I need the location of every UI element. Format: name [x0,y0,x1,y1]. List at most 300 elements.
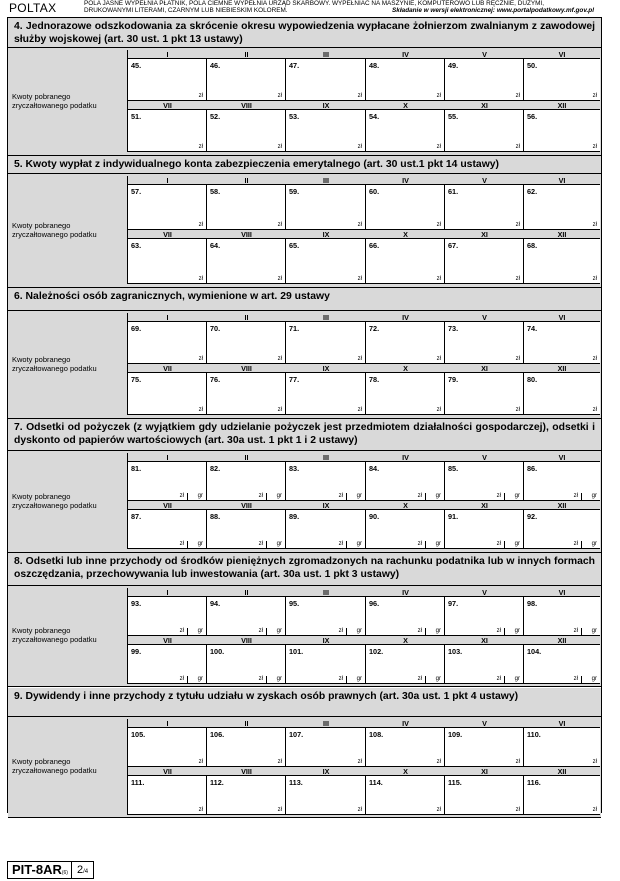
decimal-separator [346,676,347,683]
field-number: 78. [369,375,380,384]
column-header: VI [524,176,600,185]
amount-field[interactable] [207,110,286,152]
amount-field[interactable] [445,597,524,636]
amount-field[interactable] [524,645,600,684]
amount-field[interactable] [286,59,366,101]
currency-label: zł [258,628,263,634]
section-7 [8,419,601,552]
currency-label: zł [198,144,203,150]
amount-field[interactable] [366,59,445,101]
section-title: 9. Dywidendy i inne przychody z tytułu udziału w zyskach osób prawnych (art. 30a ust. 1 pkt 4 ustawy) [8,688,601,717]
amount-field[interactable] [366,185,445,230]
column-header: XI [445,101,524,110]
amount-field[interactable] [286,776,366,815]
amount-field[interactable] [128,110,207,152]
field-number: 89. [289,512,300,521]
currency-label: zł [573,493,578,499]
column-header: I [128,313,207,322]
field-number: 65. [289,241,300,250]
field-number: 58. [210,187,221,196]
currency-label: zł [515,356,520,362]
currency-label: zł [496,493,501,499]
currency-label: zł [277,807,282,813]
amount-field[interactable] [524,462,600,501]
amount-field[interactable] [128,185,207,230]
grosze-label: gr [276,541,282,547]
field-number: 61. [448,187,459,196]
grosze-label: gr [197,541,203,547]
form-code: PIT-8AR [12,862,62,877]
currency-label: zł [436,356,441,362]
column-header: XII [524,636,600,645]
field-number: 105. [131,730,146,739]
grosze-label: gr [356,493,362,499]
section-body [8,717,601,818]
currency-label: zł [592,759,597,765]
currency-label: zł [277,93,282,99]
column-header: I [128,50,207,59]
column-header: X [366,767,445,776]
currency-label: zł [496,628,501,634]
field-number: 82. [210,464,221,473]
amount-field[interactable] [286,645,366,684]
grosze-label: gr [591,628,597,634]
grosze-label: gr [435,493,441,499]
field-number: 92. [527,512,538,521]
field-number: 66. [369,241,380,250]
decimal-separator [504,676,505,683]
field-number: 109. [448,730,463,739]
currency-label: zł [258,541,263,547]
decimal-separator [504,541,505,548]
section-6 [8,288,601,418]
field-number: 108. [369,730,384,739]
amount-field[interactable] [524,322,600,364]
amount-field[interactable] [524,597,600,636]
section-5 [8,156,601,287]
column-header: III [286,719,366,728]
currency-label: zł [592,807,597,813]
brand-logo: POLTAX [9,1,57,15]
decimal-separator [425,493,426,500]
currency-label: zł [436,407,441,413]
amount-field[interactable] [445,510,524,549]
field-number: 95. [289,599,300,608]
section-body [8,311,601,419]
amount-field[interactable] [128,462,207,501]
row-label: Kwoty pobranego zryczałtowanego podatku [12,626,97,644]
currency-label: zł [417,676,422,682]
section-title: 8. Odsetki lub inne przychody od środków pieniężnych zgromadzonych na rachunku podatnika lub w innych formach oszczędzania, przechowywania lub inwestowania (art. 30a ust. 1 pkt 3 ustawy) [8,553,601,586]
grosze-label: gr [197,493,203,499]
form-version: (6) [61,870,68,876]
currency-label: zł [179,541,184,547]
form-footer [7,861,94,879]
field-number: 71. [289,324,300,333]
amount-field[interactable] [128,322,207,364]
column-header: IX [286,364,366,373]
amount-field[interactable] [286,728,366,767]
currency-label: zł [198,356,203,362]
currency-label: zł [436,222,441,228]
currency-label: zł [417,493,422,499]
column-header: VI [524,453,600,462]
amount-field[interactable] [207,239,286,284]
currency-label: zł [277,407,282,413]
column-header: IV [366,313,445,322]
currency-label: zł [592,144,597,150]
column-header: IX [286,636,366,645]
row-label: Kwoty pobranego zryczałtowanego podatku [12,492,97,510]
field-number: 90. [369,512,380,521]
amount-field[interactable] [207,462,286,501]
field-number: 98. [527,599,538,608]
field-number: 72. [369,324,380,333]
field-number: 88. [210,512,221,521]
field-number: 96. [369,599,380,608]
field-number: 45. [131,61,142,70]
column-header: V [445,588,524,597]
currency-label: zł [198,276,203,282]
grosze-label: gr [356,628,362,634]
amount-field[interactable] [445,462,524,501]
row-label: Kwoty pobranego zryczałtowanego podatku [12,92,97,110]
decimal-separator [425,676,426,683]
amount-field[interactable] [445,239,524,284]
field-number: 87. [131,512,142,521]
field-number: 115. [448,778,462,787]
field-number: 80. [527,375,538,384]
currency-label: zł [417,541,422,547]
column-header: XII [524,767,600,776]
field-number: 51. [131,112,142,121]
decimal-separator [187,628,188,635]
section-title: 4. Jednorazowe odszkodowania za skrócenie okresu wypowiedzenia wypłacane żołnierzom zwalnianym z zawodowej służby wojskowej (art. 30 ust. 1 pkt 13 ustawy) [8,18,601,48]
column-header: III [286,453,366,462]
page-current: 2 [76,864,84,876]
currency-label: zł [592,407,597,413]
amount-field[interactable] [524,728,600,767]
amount-field[interactable] [286,597,366,636]
grosze-label: gr [197,676,203,682]
grosze-label: gr [591,541,597,547]
amount-field[interactable] [286,185,366,230]
page-header [0,0,620,18]
field-number: 101. [289,647,304,656]
amount-field[interactable] [128,239,207,284]
decimal-separator [187,676,188,683]
currency-label: zł [357,222,362,228]
amount-field[interactable] [524,110,600,152]
amount-field[interactable] [366,110,445,152]
column-header: III [286,313,366,322]
amount-field[interactable] [128,373,207,415]
field-number: 77. [289,375,300,384]
field-number: 83. [289,464,300,473]
amount-field[interactable] [207,59,286,101]
column-header: IX [286,767,366,776]
field-number: 103. [448,647,463,656]
form-id [8,862,72,878]
row-label: Kwoty pobranego zryczałtowanego podatku [12,221,97,239]
amount-field[interactable] [524,373,600,415]
currency-label: zł [357,407,362,413]
decimal-separator [581,541,582,548]
field-number: 84. [369,464,380,473]
amount-field[interactable] [366,645,445,684]
decimal-separator [346,493,347,500]
field-number: 62. [527,187,538,196]
column-header: VIII [207,636,286,645]
page-number [72,862,93,878]
column-header: III [286,50,366,59]
currency-label: zł [338,493,343,499]
amount-field[interactable] [207,185,286,230]
column-header: XI [445,230,524,239]
field-number: 68. [527,241,538,250]
column-header: V [445,453,524,462]
decimal-separator [504,493,505,500]
column-header: V [445,50,524,59]
grosze-label: gr [514,493,520,499]
column-header: VIII [207,101,286,110]
column-header: IV [366,176,445,185]
section-title: 6. Należności osób zagranicznych, wymienione w art. 29 ustawy [8,288,601,311]
amount-field[interactable] [366,373,445,415]
currency-label: zł [198,93,203,99]
currency-label: zł [496,541,501,547]
grosze-label: gr [435,541,441,547]
column-header: VIII [207,364,286,373]
currency-label: zł [357,276,362,282]
column-header: XII [524,230,600,239]
column-header: IX [286,501,366,510]
column-header: IV [366,50,445,59]
amount-field[interactable] [207,776,286,815]
column-header: VII [128,230,207,239]
column-header: VII [128,636,207,645]
amount-field[interactable] [445,59,524,101]
column-header: XII [524,501,600,510]
currency-label: zł [357,759,362,765]
column-header: VII [128,364,207,373]
amount-field[interactable] [524,239,600,284]
amount-field[interactable] [286,510,366,549]
amount-field[interactable] [207,645,286,684]
amount-field[interactable] [207,322,286,364]
field-number: 76. [210,375,221,384]
amount-field[interactable] [366,462,445,501]
field-number: 74. [527,324,538,333]
amount-field[interactable] [445,373,524,415]
field-number: 56. [527,112,538,121]
amounts-grid [127,50,600,152]
amount-field[interactable] [366,322,445,364]
currency-label: zł [357,144,362,150]
amount-field[interactable] [366,728,445,767]
currency-label: zł [573,676,578,682]
amount-field[interactable] [128,728,207,767]
field-number: 53. [289,112,300,121]
amounts-grid [127,176,600,284]
field-number: 49. [448,61,459,70]
field-number: 104. [527,647,542,656]
field-number: 50. [527,61,538,70]
page-total: /4 [83,869,89,875]
section-9 [8,688,601,817]
field-number: 57. [131,187,142,196]
column-header: VII [128,501,207,510]
currency-label: zł [357,93,362,99]
field-number: 102. [369,647,384,656]
currency-label: zł [515,759,520,765]
currency-label: zł [357,356,362,362]
currency-label: zł [515,222,520,228]
amount-field[interactable] [286,239,366,284]
row-label: Kwoty pobranego zryczałtowanego podatku [12,355,97,373]
currency-label: zł [198,759,203,765]
grosze-label: gr [276,676,282,682]
amount-field[interactable] [128,597,207,636]
decimal-separator [266,676,267,683]
currency-label: zł [592,276,597,282]
amount-field[interactable] [445,185,524,230]
amount-field[interactable] [445,322,524,364]
grosze-label: gr [356,541,362,547]
column-header: IX [286,230,366,239]
grosze-label: gr [591,676,597,682]
currency-label: zł [338,541,343,547]
field-number: 47. [289,61,300,70]
column-header: V [445,313,524,322]
grosze-label: gr [276,628,282,634]
fill-instructions [84,0,594,15]
field-number: 55. [448,112,459,121]
field-number: 54. [369,112,380,121]
amount-field[interactable] [445,110,524,152]
amounts-grid [127,453,600,549]
currency-label: zł [573,541,578,547]
field-number: 114. [369,778,383,787]
amount-field[interactable] [366,239,445,284]
amounts-grid [127,719,600,815]
currency-label: zł [436,93,441,99]
currency-label: zł [436,276,441,282]
column-header: VI [524,588,600,597]
column-header: VIII [207,230,286,239]
field-number: 85. [448,464,459,473]
grosze-label: gr [435,628,441,634]
amount-field[interactable] [366,597,445,636]
column-header: IV [366,719,445,728]
column-header: XI [445,501,524,510]
column-header: X [366,101,445,110]
amount-field[interactable] [524,185,600,230]
decimal-separator [581,628,582,635]
currency-label: zł [515,407,520,413]
currency-label: zł [496,676,501,682]
amount-field[interactable] [207,728,286,767]
amount-field[interactable] [445,728,524,767]
column-header: II [207,588,286,597]
amount-field[interactable] [286,462,366,501]
field-number: 63. [131,241,142,250]
amount-field[interactable] [207,373,286,415]
field-number: 110. [527,730,541,739]
amount-field[interactable] [286,373,366,415]
column-header: II [207,719,286,728]
field-number: 79. [448,375,459,384]
amount-field[interactable] [366,510,445,549]
decimal-separator [266,493,267,500]
field-number: 93. [131,599,142,608]
column-header: XI [445,636,524,645]
currency-label: zł [198,407,203,413]
instructions-text: POLA JASNE WYPEŁNIA PŁATNIK, POLA CIEMNE WYPEŁNIA URZĄD SKARBOWY. WYPEŁNIAĆ NA MASZYNIE, KOMPUTEROWO LUB RĘCZNIE, DUŻYMI, DRUKOWANYMI LITERAMI, CZARNYM LUB NIEBIESKIM KOLOREM. [84,0,544,15]
currency-label: zł [258,493,263,499]
amount-field[interactable] [286,322,366,364]
amount-field[interactable] [128,59,207,101]
grosze-label: gr [435,676,441,682]
currency-label: zł [198,807,203,813]
amount-field[interactable] [524,59,600,101]
column-header: VIII [207,767,286,776]
column-header: VI [524,313,600,322]
column-header: V [445,719,524,728]
amount-field[interactable] [445,776,524,815]
currency-label: zł [417,628,422,634]
field-number: 116. [527,778,541,787]
decimal-separator [346,628,347,635]
decimal-separator [581,493,582,500]
field-number: 70. [210,324,221,333]
column-header: X [366,364,445,373]
decimal-separator [581,676,582,683]
currency-label: zł [515,276,520,282]
field-number: 97. [448,599,459,608]
field-number: 112. [210,778,224,787]
column-header: II [207,176,286,185]
column-header: XI [445,364,524,373]
column-header: IV [366,453,445,462]
currency-label: zł [592,222,597,228]
currency-label: zł [515,144,520,150]
amount-field[interactable] [207,510,286,549]
section-title: 7. Odsetki od pożyczek (z wyjątkiem gdy udzielanie pożyczek jest przedmiotem działalności gospodarczej), odsetki i dyskonto od papierów wartościowych (art. 30a ust. 1 pkt 1 i 2 ustawy) [8,419,601,451]
field-number: 111. [131,778,145,787]
amount-field[interactable] [128,776,207,815]
column-header: XII [524,101,600,110]
amount-field[interactable] [128,645,207,684]
amount-field[interactable] [128,510,207,549]
amount-field[interactable] [207,597,286,636]
electronic-filing-note: Składanie w wersji elektronicznej: www.portalpodatkowy.mf.gov.pl [392,7,594,15]
field-number: 73. [448,324,459,333]
field-number: 64. [210,241,221,250]
row-label: Kwoty pobranego zryczałtowanego podatku [12,757,97,775]
amount-field[interactable] [524,776,600,815]
amount-field[interactable] [524,510,600,549]
amount-field[interactable] [366,776,445,815]
decimal-separator [187,493,188,500]
grosze-label: gr [591,493,597,499]
amount-field[interactable] [445,645,524,684]
amount-field[interactable] [286,110,366,152]
currency-label: zł [338,676,343,682]
decimal-separator [266,541,267,548]
field-number: 46. [210,61,221,70]
section-body [8,451,601,553]
